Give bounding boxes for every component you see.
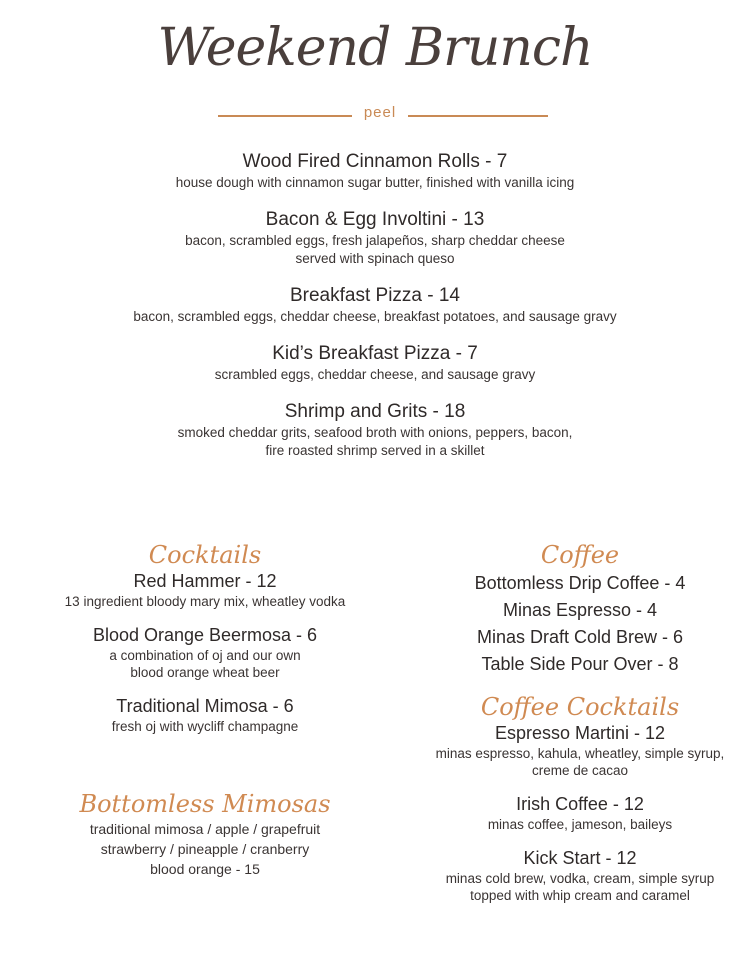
coffee-cocktail-name: Irish Coffee - 12 (516, 794, 644, 814)
menu-item-desc: house dough with cinnamon sugar butter, finished with vanilla icing (175, 175, 575, 190)
coffee-column (410, 540, 750, 918)
cocktail-desc: fresh oj with wycliff champagne (111, 719, 299, 734)
brand-logo: peel (363, 104, 397, 121)
cocktail-desc: blood orange wheat beer (130, 665, 280, 680)
menu-item (0, 208, 750, 268)
menu-item-desc: bacon, scrambled eggs, cheddar cheese, breakfast potatoes, and sausage gravy (133, 309, 617, 324)
menu-item-name: Bacon & Egg Involtini - 13 (265, 209, 485, 230)
cocktail-desc: a combination of oj and our own (109, 648, 301, 663)
bottomless-line: blood orange - 15 (150, 861, 260, 877)
coffee-item: Minas Draft Cold Brew - 6 (476, 627, 684, 647)
menu-item-desc: smoked cheddar grits, seafood broth with onions, peppers, bacon, (177, 425, 573, 440)
menu-item (0, 400, 750, 460)
menu-item-desc: bacon, scrambled eggs, fresh jalapeños, sharp cheddar cheese (185, 233, 565, 248)
coffee-cocktail-desc: minas coffee, jameson, baileys (487, 817, 673, 832)
section-heading-cocktails: Cocktails (148, 541, 262, 569)
coffee-cocktail-item (410, 793, 750, 833)
menu-item (0, 342, 750, 384)
cocktail-name: Red Hammer - 12 (133, 571, 277, 591)
menu-item-name: Wood Fired Cinnamon Rolls - 7 (242, 151, 508, 172)
cocktail-item (60, 624, 350, 681)
cocktail-desc: 13 ingredient bloody mary mix, wheatley vodka (64, 594, 346, 609)
menu-item-desc: served with spinach queso (295, 251, 455, 266)
coffee-cocktail-desc: minas cold brew, vodka, cream, simple syrup (445, 871, 715, 886)
coffee-cocktail-desc: creme de cacao (531, 763, 629, 778)
coffee-cocktail-desc: minas espresso, kahula, wheatley, simple syrup, (435, 746, 725, 761)
coffee-item: Minas Espresso - 4 (502, 600, 658, 620)
brunch-menu (0, 150, 750, 476)
coffee-cocktail-item (410, 722, 750, 779)
cocktails-column (60, 540, 350, 879)
section-heading-coffee: Coffee (540, 541, 620, 569)
cocktail-item (60, 570, 350, 610)
menu-item-name: Shrimp and Grits - 18 (284, 401, 466, 422)
cocktail-item (60, 695, 350, 735)
coffee-item: Bottomless Drip Coffee - 4 (474, 573, 686, 593)
menu-item-desc: scrambled eggs, cheddar cheese, and sausage gravy (214, 367, 536, 382)
coffee-cocktail-desc: topped with whip cream and caramel (470, 888, 690, 903)
coffee-cocktail-item (410, 847, 750, 904)
menu-item-name: Breakfast Pizza - 14 (289, 285, 461, 306)
section-heading-bottomless-mimosas: Bottomless Mimosas (79, 790, 331, 818)
divider-left (218, 115, 352, 117)
cocktail-name: Blood Orange Beermosa - 6 (92, 625, 318, 645)
divider-right (408, 115, 548, 117)
bottomless-line: strawberry / pineapple / cranberry (100, 841, 310, 857)
cocktail-name: Traditional Mimosa - 6 (116, 696, 294, 716)
menu-item (0, 150, 750, 192)
menu-item-desc: fire roasted shrimp served in a skillet (265, 443, 485, 458)
section-heading-coffee-cocktails: Coffee Cocktails (480, 693, 680, 721)
bottomless-line: traditional mimosa / apple / grapefruit (89, 821, 321, 837)
coffee-cocktail-name: Espresso Martini - 12 (494, 723, 666, 743)
coffee-item: Table Side Pour Over - 8 (481, 654, 679, 674)
menu-item (0, 284, 750, 326)
coffee-cocktail-name: Kick Start - 12 (523, 848, 637, 868)
menu-item-name: Kid’s Breakfast Pizza - 7 (272, 343, 478, 364)
page-title: Weekend Brunch (157, 18, 593, 78)
